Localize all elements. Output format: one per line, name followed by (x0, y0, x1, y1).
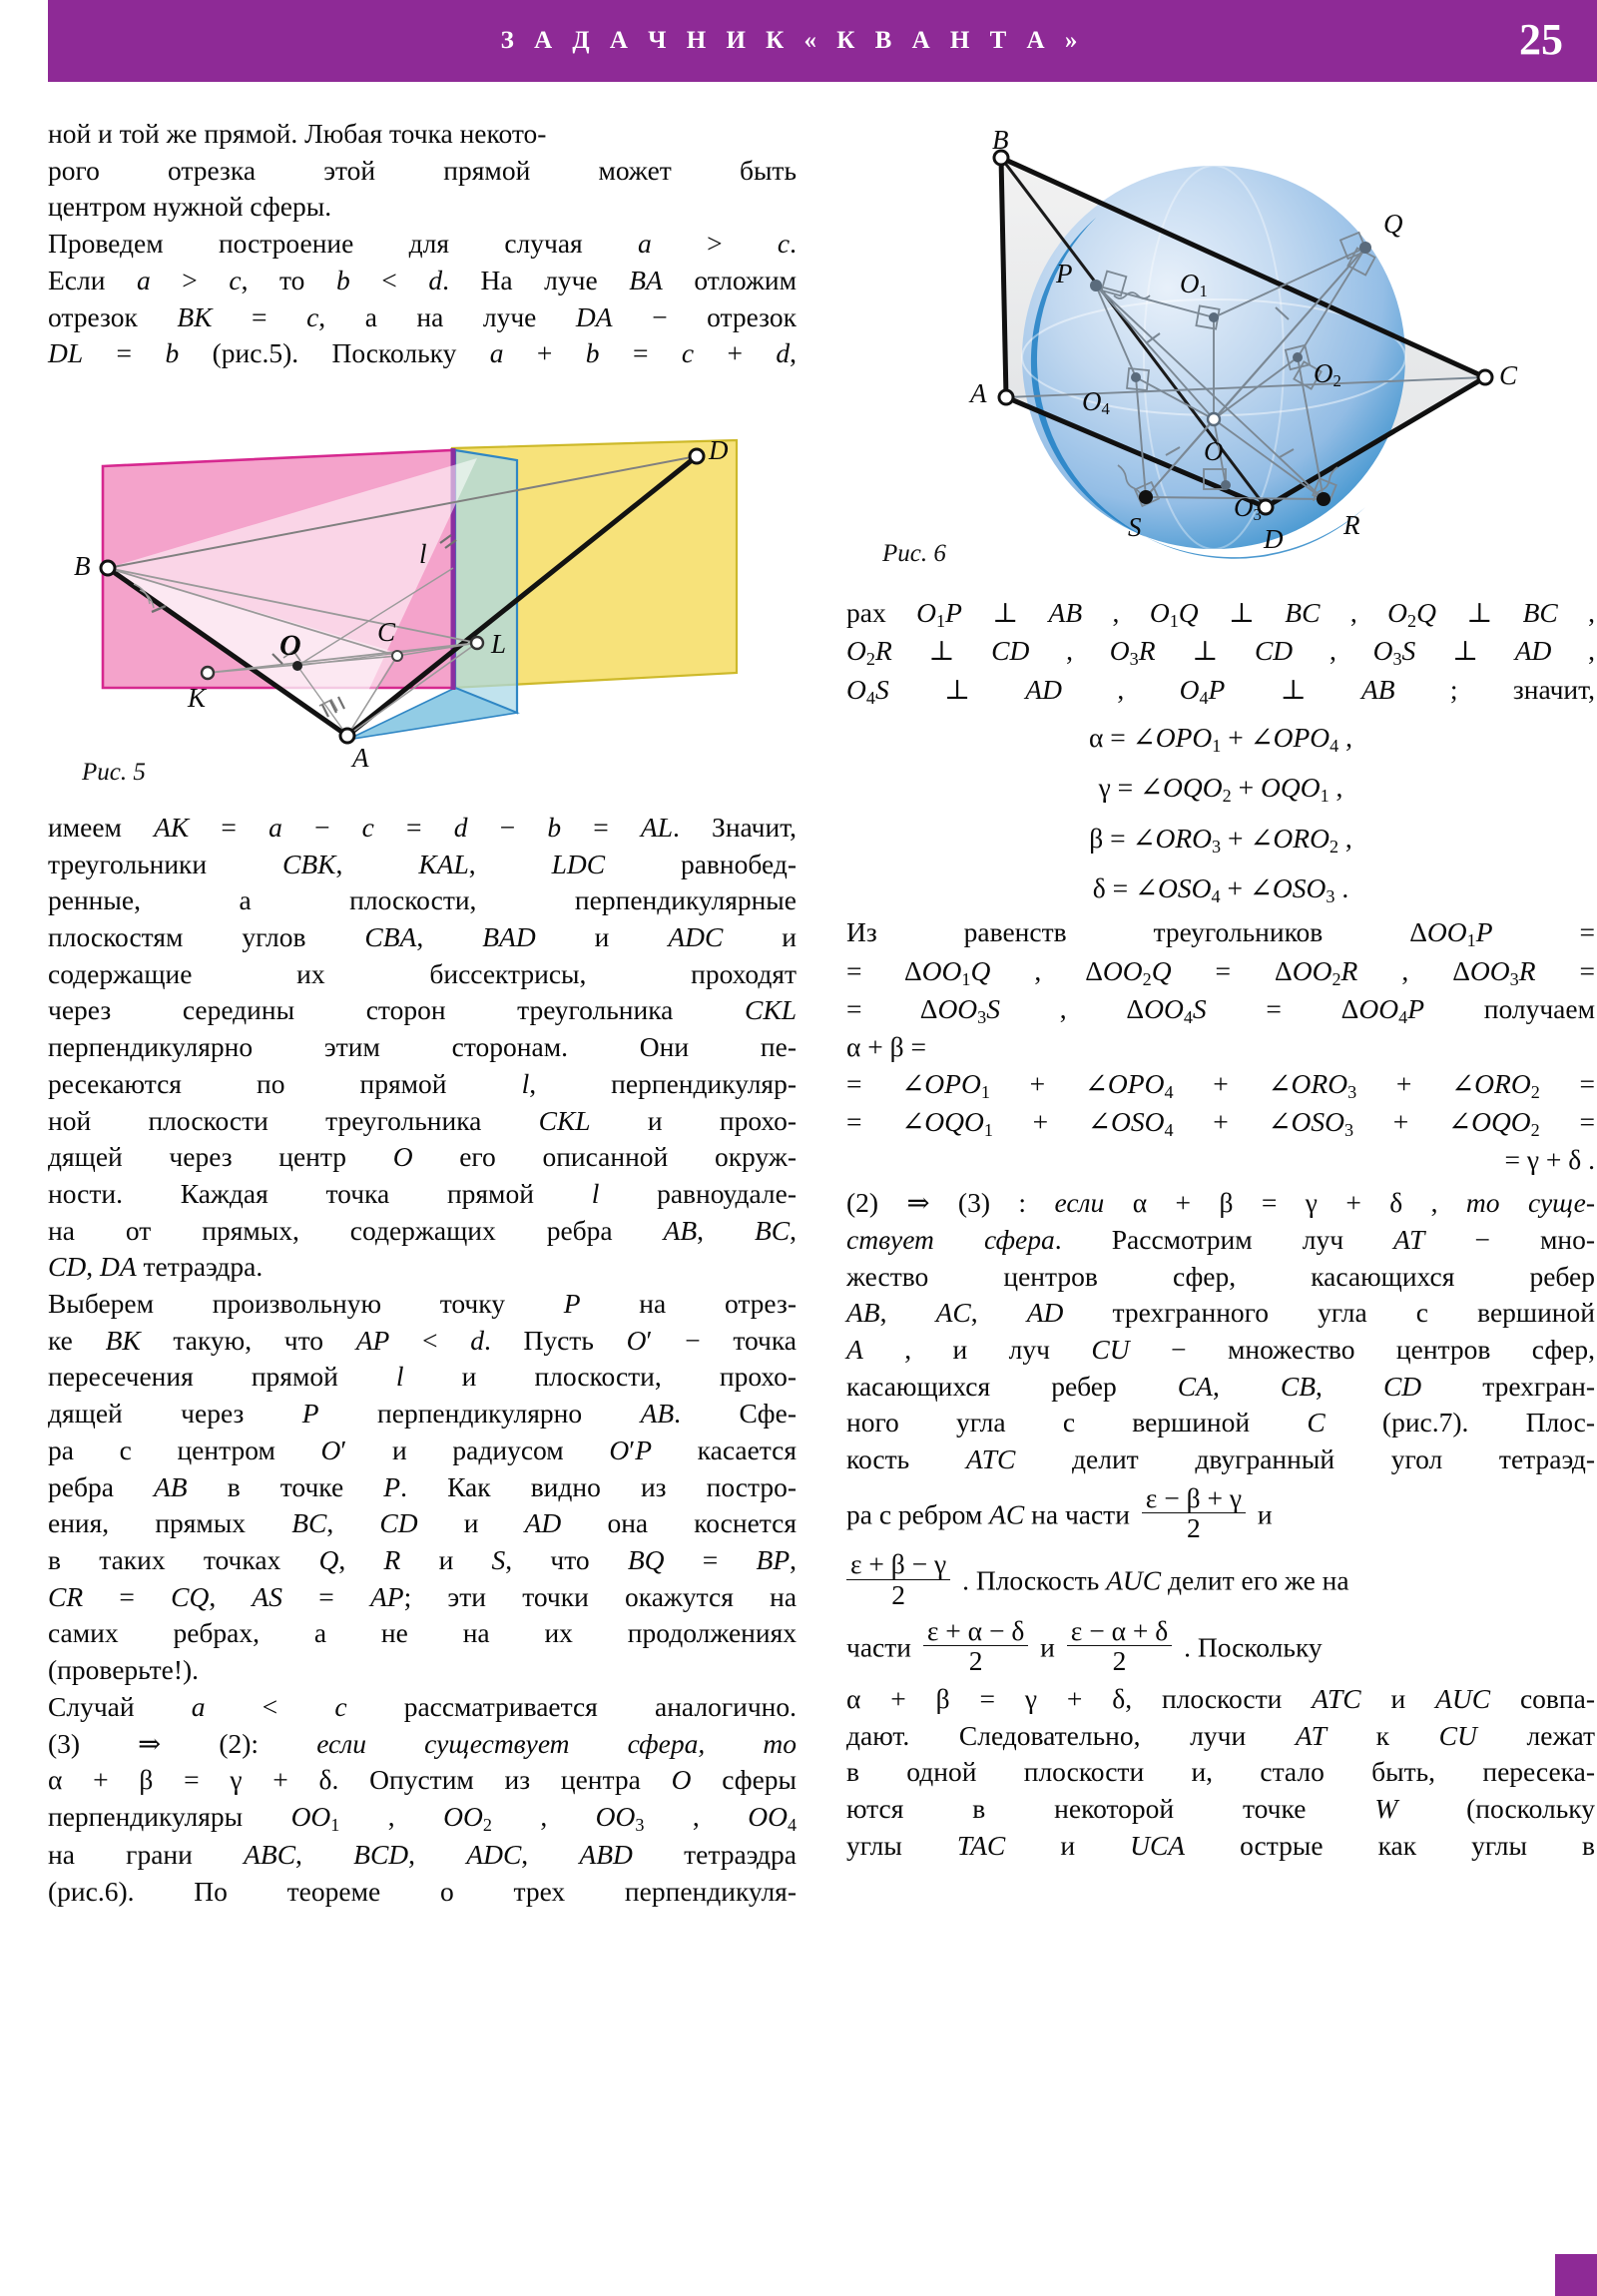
lt-l11: ности. Каждая точка прямой l равноудале- (48, 1177, 797, 1209)
fig6-label-Q: Q (1383, 209, 1403, 239)
rt-f2: ствует сфера. Рассмотрим луч AT − мно- (846, 1223, 1595, 1255)
left-text-after-figure (48, 810, 797, 1911)
fraction-3-num: ε + α − δ (926, 1614, 1025, 1646)
fig5-vertex-K (202, 667, 214, 679)
fig6-label-O3: $O_3$ (1234, 492, 1262, 525)
left-p2-l4: DL = b (рис.5). Поскольку a + b = c + d, (48, 337, 798, 369)
lt-l2: треугольники CBK, KAL, LDC равнобед- (48, 848, 798, 879)
fraction-2-num: ε + β − γ (850, 1548, 947, 1580)
paragraph-1 (48, 116, 797, 226)
fig6-label-R: R (1343, 510, 1360, 540)
fig6-label-S: S (1128, 512, 1142, 542)
lt-l18: ра с центром O′ и радиусом O′P касается (48, 1434, 797, 1465)
rt-f11 (846, 1614, 1595, 1677)
lt-l19: ребра AB в точке P. Как видно из постро- (48, 1470, 797, 1502)
rt-tri-5: = $\angle OPO_1$ + $\angle OPO_4$ + $\angle ORO_3$ + $\angle ORO_2$ = (846, 1067, 1595, 1102)
lt-l1: имеем AK = a − c = d − b = AL. Значит, (48, 811, 798, 843)
fig5-label-l: l (419, 538, 427, 569)
right-column (846, 116, 1595, 1864)
fig6-point-O2 (1293, 352, 1303, 362)
connector-2: и (1040, 1630, 1055, 1662)
fig5-label-A: A (352, 742, 369, 773)
left-p2-l1: Проведем построение для случая a > c. (48, 228, 797, 260)
lt-l17: дящей через P перпендикулярно AB. Сфе- (48, 1398, 797, 1430)
lt-l12: на от прямых, содержащих ребра AB, BC, (48, 1214, 798, 1246)
fig6-label-B: B (992, 125, 1009, 155)
rt-tri-3: = $\Delta OO_3S$ , $\Delta OO_4S = \Delta OO_4P$ получаем (846, 992, 1595, 1027)
figure-5-caption: Рис. 5 (82, 758, 146, 786)
fig5-vertex-C (392, 651, 402, 661)
rt-f10 (846, 1550, 1595, 1610)
rt-f11-text: части (846, 1630, 911, 1662)
lt-l22: CR = CQ, AS = AP; эти точки окажутся на (48, 1580, 798, 1612)
fig6-label-O2: $O_2$ (1314, 358, 1341, 391)
lt-l16: пересечения прямой l и плоскости, прохо- (48, 1361, 797, 1393)
fig5-label-L: L (491, 628, 507, 659)
lt-l23: самих ребрах, а не на их продолжениях (48, 1617, 797, 1649)
fig5-label-D: D (709, 434, 729, 465)
rt-f3: жество центров сфер, касающихся ребер (846, 1260, 1595, 1292)
lt-l4: плоскостям углов CBA, BAD и ADC и (48, 921, 798, 953)
left-p1-l1: ной и той же прямой. Любая точка некото- (48, 118, 547, 149)
lt-l5: содержащие их биссектрисы, проходят (48, 957, 797, 989)
fig6-point-O (1208, 413, 1220, 425)
left-p2-l2: Если a > c, то b < d. На луче BA отложим (48, 264, 798, 295)
lt-l6: через середины сторон треугольника CKL (48, 994, 797, 1026)
fig6-vertex-A (999, 390, 1013, 404)
lt-l10: дящей через центр O его описанной окруж- (48, 1141, 797, 1173)
lt-l21: в таких точках Q, R и S, что BQ = BP, (48, 1543, 798, 1575)
rt-f5: A , и луч CU − множество центров сфер, (846, 1333, 1595, 1365)
lt-l29: на грани ABC, BCD, ADC, ABD тетраэдра (48, 1839, 797, 1871)
fraction-1-num: ε − β + γ (1145, 1481, 1243, 1513)
left-p1-l2: рого отрезка этой прямой может быть (48, 154, 797, 186)
rt-perp-2: $O_2R$ ⊥ CD , $O_3R$ ⊥ CD , $O_3S$ ⊥ AD , (846, 635, 1596, 670)
fig6-point-S (1139, 490, 1153, 504)
fig5-vertex-L (471, 637, 483, 649)
lt-l15: ке BK такую, что AP < d. Пусть O′ − точка (48, 1324, 798, 1356)
fig6-label-O4: $O_4$ (1082, 386, 1110, 419)
fraction-4 (1067, 1614, 1172, 1677)
corner-color-mark (1555, 2254, 1597, 2296)
rt-f6: касающихся ребер CA, CB, CD трехгран- (846, 1370, 1596, 1402)
page-header-title: З А Д А Ч Н И К « К В А Н Т А » (500, 27, 1085, 54)
fig5-label-K: K (188, 682, 207, 713)
fig6-point-P (1090, 280, 1102, 291)
page-header-bar (48, 0, 1597, 82)
fig6-point-O3 (1221, 480, 1231, 490)
lt-l20: ения, прямых BC, CD и AD она коснется (48, 1507, 798, 1539)
rt-f8: кость ATC делит двугранный угол тетраэд- (846, 1443, 1595, 1475)
fraction-4-num: ε − α + δ (1070, 1614, 1169, 1646)
fig5-vertex-D (690, 449, 704, 463)
connector-1: и (1257, 1498, 1273, 1530)
fig5-label-O: O (279, 628, 301, 662)
fraction-2 (846, 1550, 950, 1610)
rt-f4: AB, AC, AD трехгранного угла с вершиной (846, 1297, 1595, 1329)
rt-f14: в одной плоскости и, стало быть, пересека- (846, 1756, 1595, 1788)
fraction-3-den: 2 (923, 1645, 1028, 1677)
lt-l27: α + β = γ + δ. Опустим из центра O сферы (48, 1764, 798, 1796)
figure-6-svg (846, 108, 1595, 687)
fig6-label-D: D (1264, 524, 1284, 554)
fig6-point-O4 (1131, 372, 1141, 382)
right-text-block (846, 595, 1595, 1864)
rt-f1: (2) ⇒ (3) : если α + β = γ + δ , то суще- (846, 1187, 1595, 1219)
lt-l25: Случай a < c рассматривается аналогично. (48, 1690, 797, 1722)
fig6-point-R (1317, 492, 1331, 506)
rt-f16: углы TAC и UCA острые как углы в (846, 1829, 1595, 1861)
rt-eq-beta: $\beta = \angle ORO_3$ + $\angle ORO_2$ , (1089, 822, 1352, 857)
lt-l14: Выберем произвольную точку P на отрез- (48, 1288, 797, 1320)
rt-f11-text2: . Поскольку (1184, 1630, 1323, 1662)
figure-5 (48, 388, 797, 788)
fig5-label-C: C (377, 616, 396, 647)
rt-f10-text: . Плоскость AUC делит его же на (962, 1564, 1349, 1596)
fig6-label-O1: $O_1$ (1180, 269, 1208, 301)
fig6-label-C: C (1499, 360, 1518, 390)
rt-perp-3: $O_4S$ ⊥ AD , $O_4P$ ⊥ AB ; значит, (846, 673, 1595, 708)
fig5-vertex-B (101, 561, 115, 575)
page-number: 25 (1519, 15, 1563, 64)
left-column (48, 116, 797, 1911)
rt-f13: дают. Следовательно, лучи AT к CU лежат (846, 1719, 1595, 1751)
lt-l30: (рис.6). По теореме о трех перпендикуля- (48, 1875, 797, 1907)
figure-6 (846, 108, 1595, 687)
fig5-label-B: B (74, 550, 91, 581)
rt-eq-delta: $\delta = \angle OSO_4$ + $\angle OSO_3$ . (1092, 871, 1349, 906)
figure-6-caption: Рис. 6 (882, 540, 946, 567)
lt-l3: ренные, а плоскости, перпендикулярные (48, 884, 797, 916)
fraction-3 (923, 1614, 1028, 1677)
lt-l13: CD, DA тетраэдра. (48, 1251, 264, 1283)
rt-tri-6: = $\angle OQO_1$ + $\angle OSO_4$ + $\angle OSO_3$ + $\angle OQO_2$ = (846, 1106, 1595, 1141)
rt-perp-1: рах $O_1P$ ⊥ AB , $O_1Q$ ⊥ BC , $O_2Q$ ⊥ BC , (846, 597, 1596, 632)
fraction-1-den: 2 (1142, 1512, 1246, 1544)
fig6-vertex-C (1478, 370, 1492, 384)
left-p2-l3: отрезок BK = c, а на луче DA − отрезок (48, 300, 797, 332)
fig6-label-A: A (970, 378, 987, 408)
rt-tri-7: = γ + δ . (1504, 1144, 1595, 1176)
fraction-1 (1142, 1481, 1246, 1544)
lt-l24: (проверьте!). (48, 1654, 200, 1686)
lt-l26: (3) ⇒ (2): если существует сфера, то (48, 1727, 797, 1759)
lt-l28: перпендикуляры $OO_1$ , $OO_2$ , $OO_3$ , $OO_4$ (48, 1800, 798, 1835)
fig6-label-P: P (1056, 259, 1073, 288)
rt-eq-alpha: $\alpha = \angle OPO_1$ + $\angle OPO_4$ , (1089, 721, 1352, 757)
lt-l7: перпендикулярно этим сторонам. Они пе- (48, 1031, 797, 1063)
lt-l9: ной плоскости треугольника CKL и прохо- (48, 1104, 798, 1136)
lt-l8: ресекаются по прямой l, перпендикуляр- (48, 1067, 797, 1099)
fig5-cyan-plane (455, 450, 517, 713)
rt-tri-4: α + β = (846, 1031, 927, 1063)
paragraph-2 (48, 226, 797, 372)
rt-f9-text: ра с ребром AC на части (846, 1498, 1130, 1530)
rt-f15: ются в некоторой точке W (поскольку (846, 1793, 1595, 1825)
rt-f9 (846, 1481, 1595, 1544)
rt-f7: ного угла с вершиной C (рис.7). Плос- (846, 1407, 1596, 1438)
rt-f12: α + β = γ + δ, плоскости ATC и AUC совпа- (846, 1682, 1595, 1714)
fraction-2-den: 2 (846, 1579, 950, 1611)
fig6-point-Q (1359, 242, 1371, 254)
left-p1-l3: центром нужной сферы. (48, 191, 332, 223)
rt-tri-2: = $\Delta OO_1Q$ , $\Delta OO_2Q = \Delta OO_2R$ , $\Delta OO_3R$ = (846, 954, 1596, 989)
rt-tri-1: Из равенств треугольников $\Delta OO_1P$ = (846, 916, 1596, 951)
fig6-label-O: O (1204, 436, 1224, 466)
fraction-4-den: 2 (1067, 1645, 1172, 1677)
figure-5-svg (48, 388, 797, 788)
fig6-point-O1 (1209, 312, 1219, 322)
rt-eq-gamma: $\gamma = \angle OQO_2 + OQO_1$ , (1098, 772, 1343, 807)
